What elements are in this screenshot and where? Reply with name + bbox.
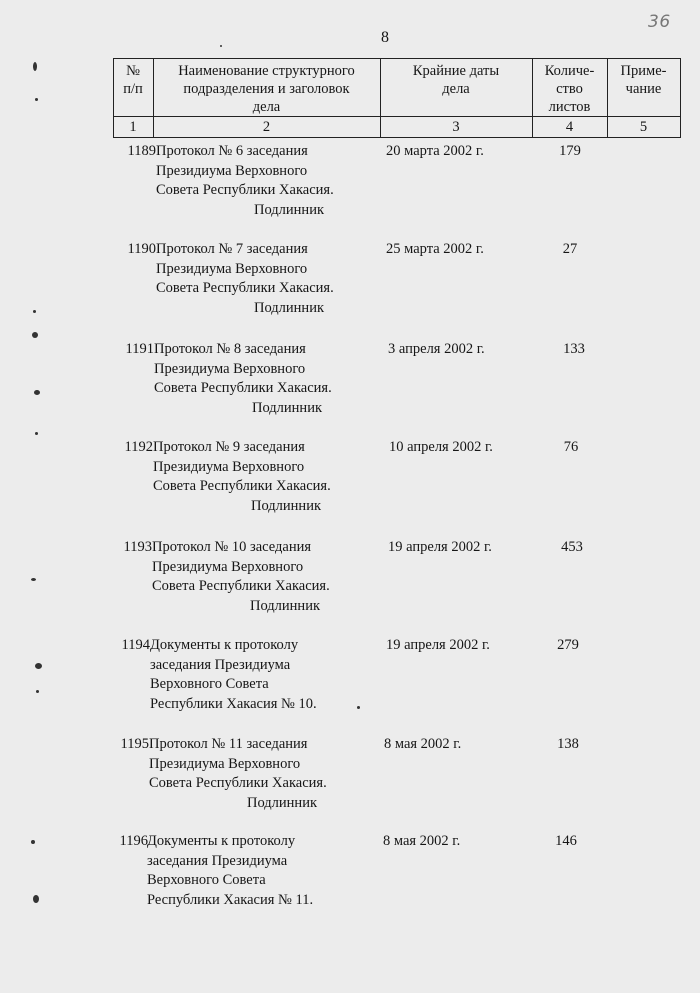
header-top-rule: [113, 58, 681, 59]
row-sheets: 133: [563, 341, 585, 357]
row-title: Протокол № 8 заседания Президиума Верховного Совета Республики Хакасия. Подлинник: [154, 340, 379, 418]
original-mark: Подлинник: [250, 597, 321, 614]
row-title: Протокол № 7 заседания Президиума Верховного Совета Республики Хакасия. Подлинник: [156, 240, 381, 318]
row-sheets: 146: [555, 833, 577, 849]
column-number-1: 1: [129, 119, 137, 135]
column-number-4: 4: [565, 119, 574, 135]
header-col-note: Приме- чание: [620, 63, 667, 97]
scan-speck: [31, 578, 36, 581]
row-dates: 25 марта 2002 г.: [386, 241, 484, 257]
row-dates: 3 апреля 2002 г.: [388, 341, 485, 357]
scan-speck: [35, 663, 42, 669]
header-col-title: Наименование структурного подразделения и заголовок дела: [178, 63, 355, 115]
row-title: Протокол № 9 заседания Президиума Верховного Совета Республики Хакасия. Подлинник: [153, 438, 378, 516]
original-mark: Подлинник: [254, 201, 325, 218]
row-title: Документы к протоколу заседания Президиума Верховного Совета Республики Хакасия № 10.: [150, 637, 317, 712]
row-title: Документы к протоколу заседания Президиума Верховного Совета Республики Хакасия № 11.: [147, 833, 314, 908]
header-col-dates: Крайние даты дела: [412, 63, 500, 97]
header-bottom-rule: [113, 137, 681, 138]
row-dates: 8 мая 2002 г.: [383, 833, 461, 849]
row-index: 1194: [121, 637, 150, 653]
row-dates: 10 апреля 2002 г.: [389, 439, 493, 455]
scan-speck: [35, 98, 38, 101]
scan-speck: [31, 840, 35, 844]
scan-speck: [220, 45, 222, 47]
row-index: 1189: [127, 143, 156, 159]
row-title: Протокол № 10 заседания Президиума Верховного Совета Республики Хакасия. Подлинник: [152, 538, 377, 616]
row-index: 1190: [127, 241, 156, 257]
row-dates: 8 мая 2002 г.: [384, 736, 462, 752]
row-sheets: 179: [559, 143, 581, 159]
column-number-3: 3: [452, 119, 460, 135]
header-col-sheets: Количе- ство листов: [544, 63, 595, 115]
row-title: Протокол № 11 заседания Президиума Верховного Совета Республики Хакасия. Подлинник: [149, 735, 374, 813]
header-col-number: № п/п: [123, 63, 143, 97]
page-number: 8: [381, 29, 389, 46]
archive-sheet-number: 36: [648, 12, 671, 32]
scan-speck: [35, 432, 38, 435]
column-number-2: 2: [262, 119, 271, 135]
scan-speck: [32, 332, 38, 338]
row-dates: 19 апреля 2002 г.: [386, 637, 490, 653]
row-dates: 19 апреля 2002 г.: [388, 539, 492, 555]
table-header: [113, 58, 681, 138]
column-divider: [680, 58, 681, 138]
row-index: 1192: [124, 439, 153, 455]
original-mark: Подлинник: [254, 299, 325, 316]
row-sheets: 453: [561, 539, 583, 555]
row-sheets: 138: [557, 736, 579, 752]
row-index: 1196: [119, 833, 148, 849]
row-index: 1191: [125, 341, 154, 357]
header-middle-rule: [113, 116, 681, 117]
row-index: 1195: [120, 736, 149, 752]
scan-speck: [33, 310, 36, 313]
original-mark: Подлинник: [247, 794, 318, 811]
row-sheets: 279: [557, 637, 579, 653]
scan-speck: [36, 690, 39, 693]
scan-speck: [33, 62, 37, 71]
scan-speck: [33, 895, 39, 903]
scan-speck: [357, 706, 360, 709]
row-sheets: 76: [563, 439, 579, 455]
row-sheets: 27: [562, 241, 578, 257]
scan-speck: [34, 390, 40, 395]
row-title: Протокол № 6 заседания Президиума Верховного Совета Республики Хакасия. Подлинник: [156, 142, 381, 220]
original-mark: Подлинник: [251, 497, 322, 514]
row-index: 1193: [123, 539, 152, 555]
column-number-5: 5: [639, 119, 648, 135]
row-dates: 20 марта 2002 г.: [386, 143, 484, 159]
original-mark: Подлинник: [252, 399, 323, 416]
